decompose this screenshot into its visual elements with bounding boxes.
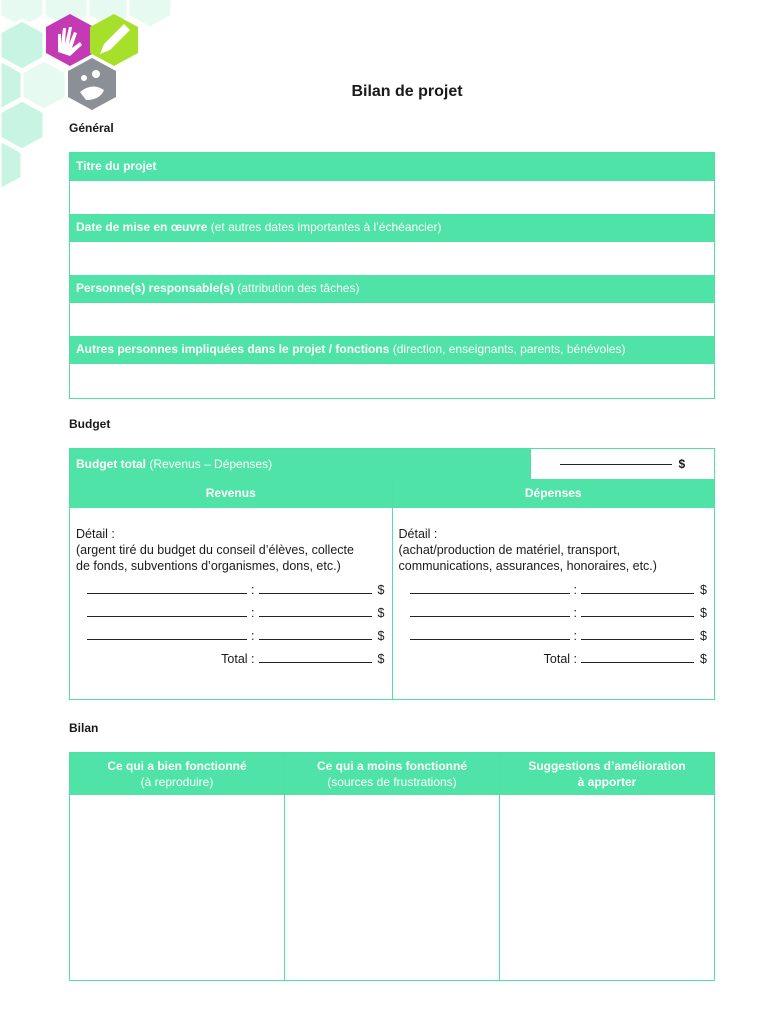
bilan-col-title: Ce qui a bien fonctionné: [107, 759, 247, 773]
general-table: [69, 152, 715, 399]
depenses-line[interactable]: : $: [399, 582, 709, 598]
section-heading-bilan: Bilan: [69, 721, 99, 735]
revenus-header: Revenus: [70, 479, 392, 508]
general-row-title-label: Titre du projet: [70, 153, 714, 180]
page-title: Bilan de projet: [351, 83, 463, 100]
general-row-others-label: Autres personnes impliquées dans le projet / fonctions (direction, enseignants, parents, bénévoles): [70, 336, 714, 363]
revenus-line[interactable]: : $: [76, 582, 386, 598]
revenus-detail-title: Détail :: [76, 527, 115, 541]
section-heading-general: Général: [69, 121, 114, 135]
bilan-col-sub: (à reproduire): [140, 775, 214, 789]
bilan-col-title: Ce qui a moins fonctionné: [316, 759, 467, 773]
bilan-col-title: Suggestions d’amélioration: [528, 759, 686, 773]
revenus-line[interactable]: : $: [76, 605, 386, 621]
general-responsible-field[interactable]: [70, 302, 714, 336]
revenus-line[interactable]: : $: [76, 628, 386, 644]
general-row-responsible-label: Personne(s) responsable(s) (attribution des tâches): [70, 275, 714, 302]
bilan-col-sub: (sources de frustrations): [327, 775, 457, 789]
depenses-line[interactable]: : $: [399, 628, 709, 644]
revenus-total[interactable]: Total : $: [221, 652, 385, 666]
bilan-column-worked[interactable]: [70, 753, 284, 980]
budget-table: [69, 448, 715, 700]
depenses-column: [392, 479, 715, 699]
bilan-table: [69, 752, 715, 981]
general-date-field[interactable]: [70, 241, 714, 275]
depenses-total[interactable]: Total : $: [543, 652, 707, 666]
budget-total-label: Budget total (Revenus – Dépenses): [70, 449, 530, 479]
depenses-line[interactable]: : $: [399, 605, 709, 621]
revenus-detail-text: (argent tiré du budget du conseil d’élèves, collecte de fonds, subventions d’organismes, dons, etc.): [76, 543, 354, 573]
bilan-column-suggestions[interactable]: [499, 753, 714, 980]
depenses-detail-title: Détail :: [398, 527, 438, 541]
section-heading-budget: Budget: [69, 417, 111, 431]
general-title-field[interactable]: [70, 180, 714, 214]
bilan-column-less-worked[interactable]: [284, 753, 499, 980]
revenus-column: [70, 479, 392, 699]
bilan-col-sub: à apporter: [577, 775, 637, 789]
general-others-field[interactable]: [70, 363, 714, 398]
depenses-header: Dépenses: [393, 479, 715, 508]
general-row-date-label: Date de mise en œuvre (et autres dates importantes à l’échéancier): [70, 214, 714, 241]
budget-total-amount[interactable]: $: [530, 449, 714, 479]
depenses-detail-text: (achat/production de matériel, transport, communications, assurances, honoraires, etc.): [398, 543, 657, 573]
